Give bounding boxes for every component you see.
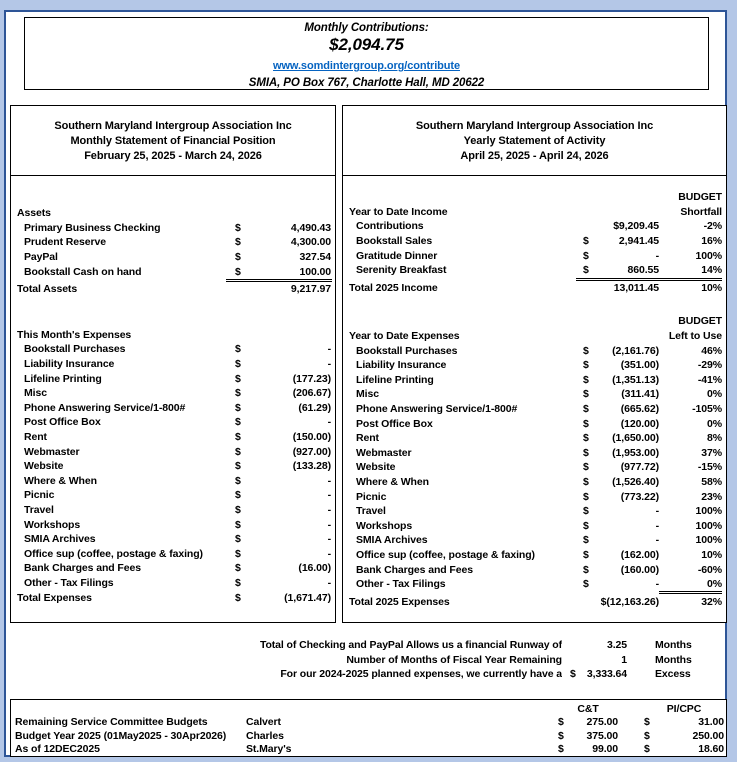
dollar-sign: $ <box>583 417 589 430</box>
asset-label: Bookstall Cash on hand <box>24 265 142 278</box>
income-label: Bookstall Sales <box>356 235 433 248</box>
expense-row <box>11 532 335 547</box>
county-name: Charles <box>246 729 284 742</box>
dollar-sign: $ <box>235 576 241 589</box>
ytd-expense-amount: (1,953.00) <box>612 446 659 459</box>
expense-row <box>11 561 335 576</box>
ytd-expense-amount: (311.41) <box>621 388 659 401</box>
ytd-expense-amount: - <box>655 519 659 532</box>
dollar-sign: $ <box>235 489 241 502</box>
yearly-statement-header <box>343 106 726 176</box>
dollar-sign: $ <box>583 578 589 591</box>
ct-amount: 275.00 <box>586 716 618 729</box>
dollar-sign: $ <box>235 372 241 385</box>
dollar-sign: $ <box>583 490 589 503</box>
runway-value: 1 <box>621 653 627 666</box>
pi-cpc-amount: 31.00 <box>698 716 724 729</box>
expense-label: Where & When <box>24 474 97 487</box>
dollar-sign: $ <box>235 236 241 249</box>
runway-row <box>229 667 717 682</box>
dollar-sign: $ <box>235 518 241 531</box>
expense-row <box>11 342 335 357</box>
ytd-expense-label: Post Office Box <box>356 417 433 430</box>
committee-row-label: Budget Year 2025 (01May2025 - 30Apr2026) <box>15 729 227 742</box>
income-label: Serenity Breakfast <box>356 264 447 277</box>
dollar-sign: $ <box>235 503 241 516</box>
runway-unit: Months <box>655 639 692 652</box>
income-total-row <box>343 281 726 296</box>
dollar-sign: $ <box>235 387 241 400</box>
asset-row <box>11 250 335 265</box>
asset-row <box>11 221 335 236</box>
dollar-sign: $ <box>583 505 589 518</box>
ytd-expense-label: Bookstall Purchases <box>356 344 458 357</box>
org-name: Southern Maryland Intergroup Association Inc <box>54 120 292 132</box>
income-heading-row <box>343 205 726 220</box>
shortfall-column-header: Shortfall <box>680 205 722 218</box>
dollar-sign: $ <box>235 401 241 414</box>
dollar-sign: $ <box>235 460 241 473</box>
ytd-expense-budget-pct: -29% <box>697 359 722 372</box>
income-row <box>343 219 726 234</box>
expense-row <box>11 401 335 416</box>
runway-label: Number of Months of Fiscal Year Remaining <box>346 653 562 666</box>
left-to-use-column-header: Left to Use <box>668 330 722 343</box>
month-expenses-total-label: Total Expenses <box>17 591 92 604</box>
committee-row <box>11 716 726 730</box>
expense-row <box>11 546 335 561</box>
runway-row <box>229 653 717 668</box>
dollar-sign: $ <box>235 265 241 278</box>
dollar-sign: $ <box>583 235 589 248</box>
ytd-expenses-total-row <box>343 594 726 609</box>
month-expenses-heading: This Month's Expenses <box>17 328 132 341</box>
ytd-expense-row <box>343 504 726 519</box>
ytd-expense-amount: - <box>655 578 659 591</box>
ytd-expense-label: Picnic <box>356 490 387 503</box>
income-amount: $9,209.45 <box>613 220 659 233</box>
committee-row <box>11 743 726 757</box>
expense-label: Liability Insurance <box>24 358 115 371</box>
dollar-sign: $ <box>583 403 589 416</box>
ytd-expense-amount: (1,650.00) <box>612 432 659 445</box>
ytd-expense-label: Webmaster <box>356 446 412 459</box>
county-name: St.Mary's <box>246 743 292 756</box>
ytd-expense-amount: (351.00) <box>620 359 659 372</box>
assets-heading-row <box>11 206 335 221</box>
ytd-expense-row <box>343 416 726 431</box>
dollar-sign: $ <box>235 547 241 560</box>
statement-title: Yearly Statement of Activity <box>463 135 606 147</box>
ytd-expense-label: Where & When <box>356 475 429 488</box>
pi-cpc-amount: 250.00 <box>692 729 724 742</box>
expense-row <box>11 386 335 401</box>
expense-row <box>11 503 335 518</box>
ytd-expense-budget-pct: -60% <box>697 563 722 576</box>
dollar-sign: $ <box>235 343 241 356</box>
ytd-expense-budget-pct: -105% <box>692 403 722 416</box>
expense-row <box>11 517 335 532</box>
runway-label: Total of Checking and PayPal Allows us a financial Runway of <box>259 639 562 652</box>
expense-amount: - <box>327 533 331 546</box>
ytd-expenses-total-amount: $(12,163.26) <box>600 595 659 608</box>
runway-value: 3,333.64 <box>586 668 627 681</box>
income-budget-pct: 100% <box>695 249 722 262</box>
income-total-amount: 13,011.45 <box>613 281 659 294</box>
statement-period: February 25, 2025 - March 24, 2026 <box>84 150 262 162</box>
ytd-expense-budget-pct: 58% <box>701 475 722 488</box>
committee-budgets-box <box>10 699 727 757</box>
ytd-expense-budget-pct: 8% <box>707 432 722 445</box>
expense-label: Webmaster <box>24 445 80 458</box>
ytd-expense-row <box>343 533 726 548</box>
expense-amount: - <box>327 343 331 356</box>
dollar-sign: $ <box>235 562 241 575</box>
ytd-expense-row <box>343 489 726 504</box>
dollar-sign: $ <box>583 461 589 474</box>
dollar-sign: $ <box>583 249 589 262</box>
ytd-expense-row <box>343 431 726 446</box>
expense-amount: - <box>327 474 331 487</box>
ytd-expense-row <box>343 475 726 490</box>
expense-row <box>11 415 335 430</box>
ytd-expenses-heading: Year to Date Expenses <box>349 330 460 343</box>
ytd-expense-row <box>343 373 726 388</box>
dollar-sign: $ <box>644 743 650 756</box>
income-row <box>343 234 726 249</box>
ytd-expense-amount: (160.00) <box>620 563 659 576</box>
monthly-contributions-amount: $2,094.75 <box>329 35 404 54</box>
income-amount: 860.55 <box>627 264 659 277</box>
expense-label: Bank Charges and Fees <box>24 562 141 575</box>
expense-amount: - <box>327 576 331 589</box>
ytd-expenses-total-pct: 32% <box>701 595 722 608</box>
income-amount: - <box>655 249 659 262</box>
income-heading: Year to Date Income <box>349 205 448 218</box>
ytd-expense-row <box>343 343 726 358</box>
dollar-sign: $ <box>583 388 589 401</box>
ytd-expense-row <box>343 548 726 563</box>
ytd-expense-amount: (773.22) <box>620 490 659 503</box>
runway-unit: Months <box>655 653 692 666</box>
statement-title: Monthly Statement of Financial Position <box>70 135 276 147</box>
ytd-expense-row <box>343 358 726 373</box>
monthly-contributions-box <box>24 17 709 90</box>
asset-amount: 4,300.00 <box>290 236 331 249</box>
committee-header-row <box>11 702 726 716</box>
ytd-expense-row <box>343 387 726 402</box>
asset-row <box>11 235 335 250</box>
pi-cpc-amount: 18.60 <box>698 743 724 756</box>
asset-label: Primary Business Checking <box>24 221 161 234</box>
expense-row <box>11 576 335 591</box>
budget-column-header: BUDGET <box>678 315 722 328</box>
ytd-expense-budget-pct: 10% <box>701 548 722 561</box>
dollar-sign: $ <box>235 416 241 429</box>
ytd-expense-budget-pct: 0% <box>707 417 722 430</box>
dollar-sign: $ <box>235 251 241 264</box>
expense-row <box>11 474 335 489</box>
expense-amount: (177.23) <box>292 372 331 385</box>
dollar-sign: $ <box>570 668 576 681</box>
ytd-expense-label: Rent <box>356 432 379 445</box>
ytd-expense-amount: (120.00) <box>620 417 659 430</box>
ct-amount: 375.00 <box>586 729 618 742</box>
runway-summary <box>229 638 717 682</box>
ytd-expense-row <box>343 402 726 417</box>
runway-unit: Excess <box>655 668 691 681</box>
dollar-sign: $ <box>583 548 589 561</box>
ytd-expense-budget-pct: 46% <box>701 344 722 357</box>
ytd-expense-budget-pct: 100% <box>695 534 722 547</box>
ytd-expense-amount: (2,161.76) <box>612 344 659 357</box>
expense-label: Other - Tax Filings <box>24 576 114 589</box>
dollar-sign: $ <box>235 221 241 234</box>
ytd-expense-label: Workshops <box>356 519 413 532</box>
ytd-expense-amount: - <box>655 505 659 518</box>
expense-amount: - <box>327 358 331 371</box>
income-budget-pct: -2% <box>703 220 722 233</box>
org-name: Southern Maryland Intergroup Association Inc <box>415 120 654 132</box>
dollar-sign: $ <box>235 474 241 487</box>
expense-amount: (206.67) <box>292 387 331 400</box>
expense-label: Office sup (coffee, postage & faxing) <box>24 547 203 560</box>
income-amount: 2,941.45 <box>618 235 659 248</box>
asset-amount: 100.00 <box>299 265 331 278</box>
expense-label: Lifeline Printing <box>24 372 102 385</box>
asset-row <box>11 264 335 279</box>
income-total-pct: 10% <box>701 281 722 294</box>
monthly-statement-panel <box>10 105 336 623</box>
ytd-expense-label: Phone Answering Service/1-800# <box>356 403 518 416</box>
committee-row <box>11 729 726 743</box>
dollar-sign: $ <box>558 743 564 756</box>
expense-label: Bookstall Purchases <box>24 343 126 356</box>
expense-row <box>11 444 335 459</box>
expense-amount: (133.28) <box>292 460 331 473</box>
expense-row <box>11 371 335 386</box>
expense-amount: - <box>327 547 331 560</box>
budget-column-header: BUDGET <box>678 191 722 204</box>
ytd-expense-budget-pct: -15% <box>697 461 722 474</box>
ytd-expense-row <box>343 518 726 533</box>
dollar-sign: $ <box>583 519 589 532</box>
dollar-sign: $ <box>583 432 589 445</box>
ct-column-header: C&T <box>577 702 599 715</box>
expense-amount: - <box>327 489 331 502</box>
expense-amount: - <box>327 503 331 516</box>
dollar-sign: $ <box>644 716 650 729</box>
assets-total-amount: 9,217.97 <box>290 283 331 296</box>
ytd-expenses-total-label: Total 2025 Expenses <box>349 595 450 608</box>
expense-row <box>11 488 335 503</box>
runway-label: For our 2024-2025 planned expenses, we currently have a <box>280 668 562 681</box>
expense-row <box>11 430 335 445</box>
ytd-expenses-heading-row <box>343 329 726 344</box>
income-label: Contributions <box>356 220 424 233</box>
ytd-expense-label: Misc <box>356 388 379 401</box>
ytd-expenses-budget-label-row <box>343 314 726 329</box>
expense-amount: (927.00) <box>292 445 331 458</box>
expense-label: SMIA Archives <box>24 533 96 546</box>
income-row <box>343 263 726 278</box>
ytd-expense-budget-pct: 100% <box>695 519 722 532</box>
expense-label: Misc <box>24 387 47 400</box>
expense-label: Travel <box>24 503 54 516</box>
dollar-sign: $ <box>583 359 589 372</box>
ytd-expense-amount: (162.00) <box>620 548 659 561</box>
monthly-statement-header <box>11 106 335 176</box>
dollar-sign: $ <box>583 344 589 357</box>
dollar-sign: $ <box>583 534 589 547</box>
ct-amount: 99.00 <box>592 743 618 756</box>
asset-amount: 4,490.43 <box>290 221 331 234</box>
income-budget-pct: 14% <box>701 264 722 277</box>
ytd-expense-amount: (665.62) <box>620 403 659 416</box>
report-page <box>4 10 727 757</box>
ytd-expense-label: Travel <box>356 505 386 518</box>
ytd-expense-label: SMIA Archives <box>356 534 428 547</box>
ytd-expense-row <box>343 577 726 592</box>
asset-amount: 327.54 <box>299 251 331 264</box>
mailing-address: SMIA, PO Box 767, Charlotte Hall, MD 20622 <box>248 77 485 89</box>
ytd-expense-row <box>343 562 726 577</box>
ytd-expense-row <box>343 460 726 475</box>
ytd-expense-budget-pct: 23% <box>701 490 722 503</box>
ytd-expense-budget-pct: -41% <box>697 373 722 386</box>
committee-row-label: Remaining Service Committee Budgets <box>15 716 208 729</box>
ytd-expense-budget-pct: 0% <box>707 578 722 591</box>
assets-total-row <box>11 282 335 297</box>
yearly-statement-panel <box>342 105 727 623</box>
assets-heading: Assets <box>17 207 51 220</box>
ytd-expense-amount: (1,351.13) <box>612 373 659 386</box>
expense-label: Workshops <box>24 518 81 531</box>
expense-label: Post Office Box <box>24 416 101 429</box>
ytd-expense-amount: (977.72) <box>620 461 659 474</box>
month-expenses-heading-row <box>11 328 335 343</box>
expense-amount: (61.29) <box>298 401 331 414</box>
expense-amount: - <box>327 416 331 429</box>
dollar-sign: $ <box>583 446 589 459</box>
dollar-sign: $ <box>235 591 241 604</box>
expense-row <box>11 459 335 474</box>
ytd-expense-label: Liability Insurance <box>356 359 447 372</box>
committee-row-label: As of 12DEC2025 <box>15 743 100 756</box>
dollar-sign: $ <box>583 373 589 386</box>
income-label: Gratitude Dinner <box>356 249 438 262</box>
dollar-sign: $ <box>583 475 589 488</box>
runway-row <box>229 638 717 653</box>
expense-amount: (16.00) <box>298 562 331 575</box>
ytd-expense-label: Lifeline Printing <box>356 373 434 386</box>
income-row <box>343 248 726 263</box>
assets-total-label: Total Assets <box>17 283 78 296</box>
dollar-sign: $ <box>583 264 589 277</box>
asset-label: Prudent Reserve <box>24 236 106 249</box>
contribute-link[interactable]: www.somdintergroup.org/contribute <box>273 60 460 72</box>
ytd-expense-label: Bank Charges and Fees <box>356 563 473 576</box>
ytd-expense-label: Office sup (coffee, postage & faxing) <box>356 548 535 561</box>
dollar-sign: $ <box>644 729 650 742</box>
county-name: Calvert <box>246 716 281 729</box>
ytd-expense-budget-pct: 100% <box>695 505 722 518</box>
month-expenses-total-amount: (1,671.47) <box>284 591 331 604</box>
month-expenses-total-row <box>11 590 335 605</box>
dollar-sign: $ <box>583 563 589 576</box>
expense-amount: - <box>327 518 331 531</box>
ytd-expense-budget-pct: 0% <box>707 388 722 401</box>
expense-row <box>11 357 335 372</box>
ytd-expense-row <box>343 446 726 461</box>
income-total-label: Total 2025 Income <box>349 281 438 294</box>
ytd-expense-label: Other - Tax Filings <box>356 578 446 591</box>
monthly-contributions-title: Monthly Contributions: <box>304 22 429 34</box>
dollar-sign: $ <box>558 716 564 729</box>
income-budget-pct: 16% <box>701 235 722 248</box>
dollar-sign: $ <box>235 358 241 371</box>
statement-period: April 25, 2025 - April 24, 2026 <box>460 150 609 162</box>
expense-label: Phone Answering Service/1-800# <box>24 401 186 414</box>
expense-label: Website <box>24 460 64 473</box>
income-budget-label-row <box>343 190 726 205</box>
ytd-expense-amount: - <box>655 534 659 547</box>
runway-value: 3.25 <box>606 639 627 652</box>
expense-amount: (150.00) <box>292 431 331 444</box>
dollar-sign: $ <box>235 533 241 546</box>
ytd-expense-amount: (1,526.40) <box>612 475 659 488</box>
pi-cpc-column-header: PI/CPC <box>666 702 702 715</box>
asset-label: PayPal <box>24 251 58 264</box>
expense-label: Rent <box>24 431 47 444</box>
ytd-expense-label: Website <box>356 461 396 474</box>
expense-label: Picnic <box>24 489 55 502</box>
ytd-expense-budget-pct: 37% <box>701 446 722 459</box>
dollar-sign: $ <box>558 729 564 742</box>
dollar-sign: $ <box>235 445 241 458</box>
dollar-sign: $ <box>235 431 241 444</box>
